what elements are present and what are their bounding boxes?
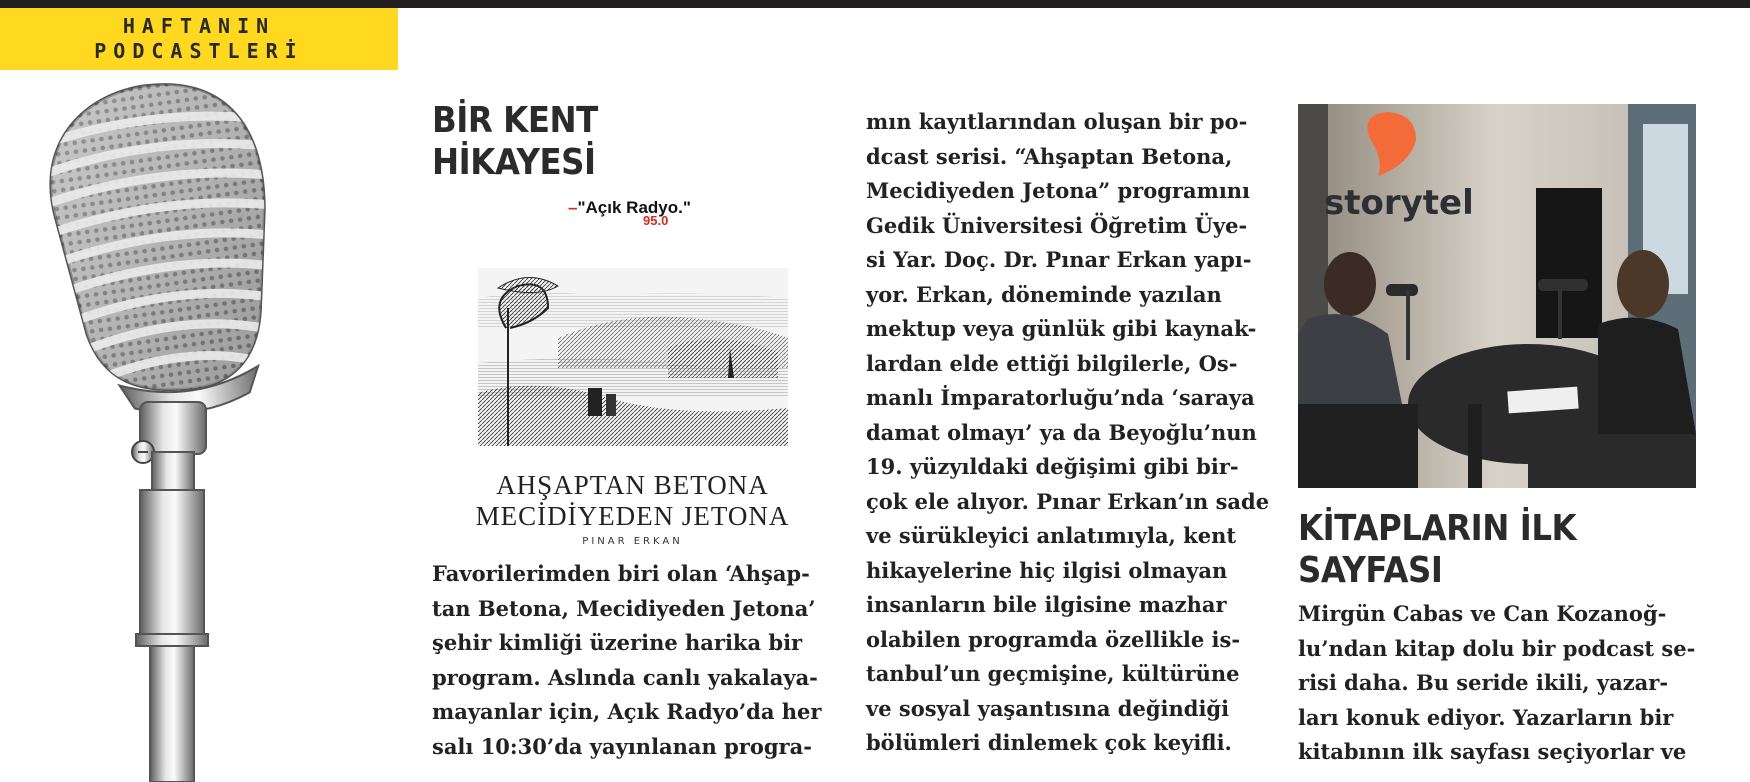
book-author: PINAR ERKAN [582,536,683,547]
text-line: mın kayıtlarından oluşan bir po- [866,109,1248,134]
text-line: ları konuk ediyor. Yazarların bir [1298,704,1674,730]
book-title [440,470,825,532]
article2-headline [1298,508,1576,592]
book-title-line: MECİDİYEDEN JETONA [475,501,790,531]
article1-column2 [866,105,1269,761]
acik-radyo-logo [568,198,691,228]
text-line: risi daha. Bu seride ikili, yazar- [1298,670,1669,695]
text-line: tan Betona, Mecidiyeden Jetona’ [432,595,816,621]
text-line: tanbul’un geçmişine, kültürüne [866,661,1240,686]
headline-line: HİKAYESİ [432,142,596,183]
top-rule [0,0,1750,8]
text-line: şehir kimliği üzerine harika bir [432,630,803,655]
text-line: kitabının ilk sayfası seçiyorlar ve [1298,739,1687,764]
section-tag-line2: PODCASTLERİ [94,39,304,63]
section-tag-line1: HAFTANIN [122,14,276,38]
text-line: damat olmayı’ ya da Beyoğlu’nun [866,419,1257,445]
microphone-illustration [40,72,300,782]
text-line: lardan elde ettiği bilgilerle, Os- [866,350,1238,376]
text-line: salı 10:30’da yayınlanan progra- [432,733,812,759]
logo-dash: – [568,198,578,217]
text-line: dcast serisi. “Ahşaptan Betona, [866,143,1233,169]
bosphorus-engraving-image [478,268,788,446]
text-line: bölümleri dinlemek çok keyifli. [866,730,1232,755]
text-line: mayanlar için, Açık Radyo’da her [432,699,822,724]
text-line: si Yar. Doç. Dr. Pınar Erkan yapı- [866,247,1252,272]
storytel-brand-text: storytel [1324,183,1474,223]
text-line: Gedik Üniversitesi Öğretim Üye- [866,212,1248,238]
text-line: program. Aslında canlı yakalaya- [432,664,818,690]
headline-line: KİTAPLARIN İLK [1298,508,1577,549]
radio-frequency: 95.0 [643,213,669,228]
section-tag [0,8,398,70]
article-headline [432,100,598,184]
text-line: lu’ndan kitap dolu bir podcast se- [1298,635,1696,661]
article1-column1 [432,557,821,764]
text-line: Mirgün Cabas ve Can Kozanoğ- [1298,601,1667,626]
headline-line: BİR KENT [432,100,598,141]
text-line: ve sürükleyici anlatımıyla, kent [866,523,1237,548]
text-line: 19. yüzyıldaki değişimi gibi bir- [866,454,1239,479]
text-line: Mecidiyeden Jetona” programını [866,178,1251,203]
text-line: mektup veya günlük gibi kaynak- [866,316,1257,341]
article2-column [1298,597,1695,770]
headline-line: SAYFASI [1298,550,1443,591]
text-line: hikayelerine hiç ilgisi olmayan [866,557,1228,583]
book-title-line: AHŞAPTAN BETONA [496,470,769,500]
text-line: Favorilerimden biri olan ‘Ahşap- [432,561,810,586]
text-line: yor. Erkan, döneminde yazılan [866,281,1222,307]
text-line: insanların bile ilgisine mazhar [866,592,1227,617]
text-line: ve sosyal yaşantısına değindiği [866,695,1230,721]
radio-logo-text: "Açık Radyo." [577,198,691,217]
text-line: manlı İmparatorluğu’nda ‘saraya [866,385,1255,410]
text-line: olabilen programda özellikle is- [866,626,1241,652]
storytel-studio-photo [1298,104,1696,488]
text-line: çok ele alıyor. Pınar Erkan’ın sade [866,488,1270,514]
